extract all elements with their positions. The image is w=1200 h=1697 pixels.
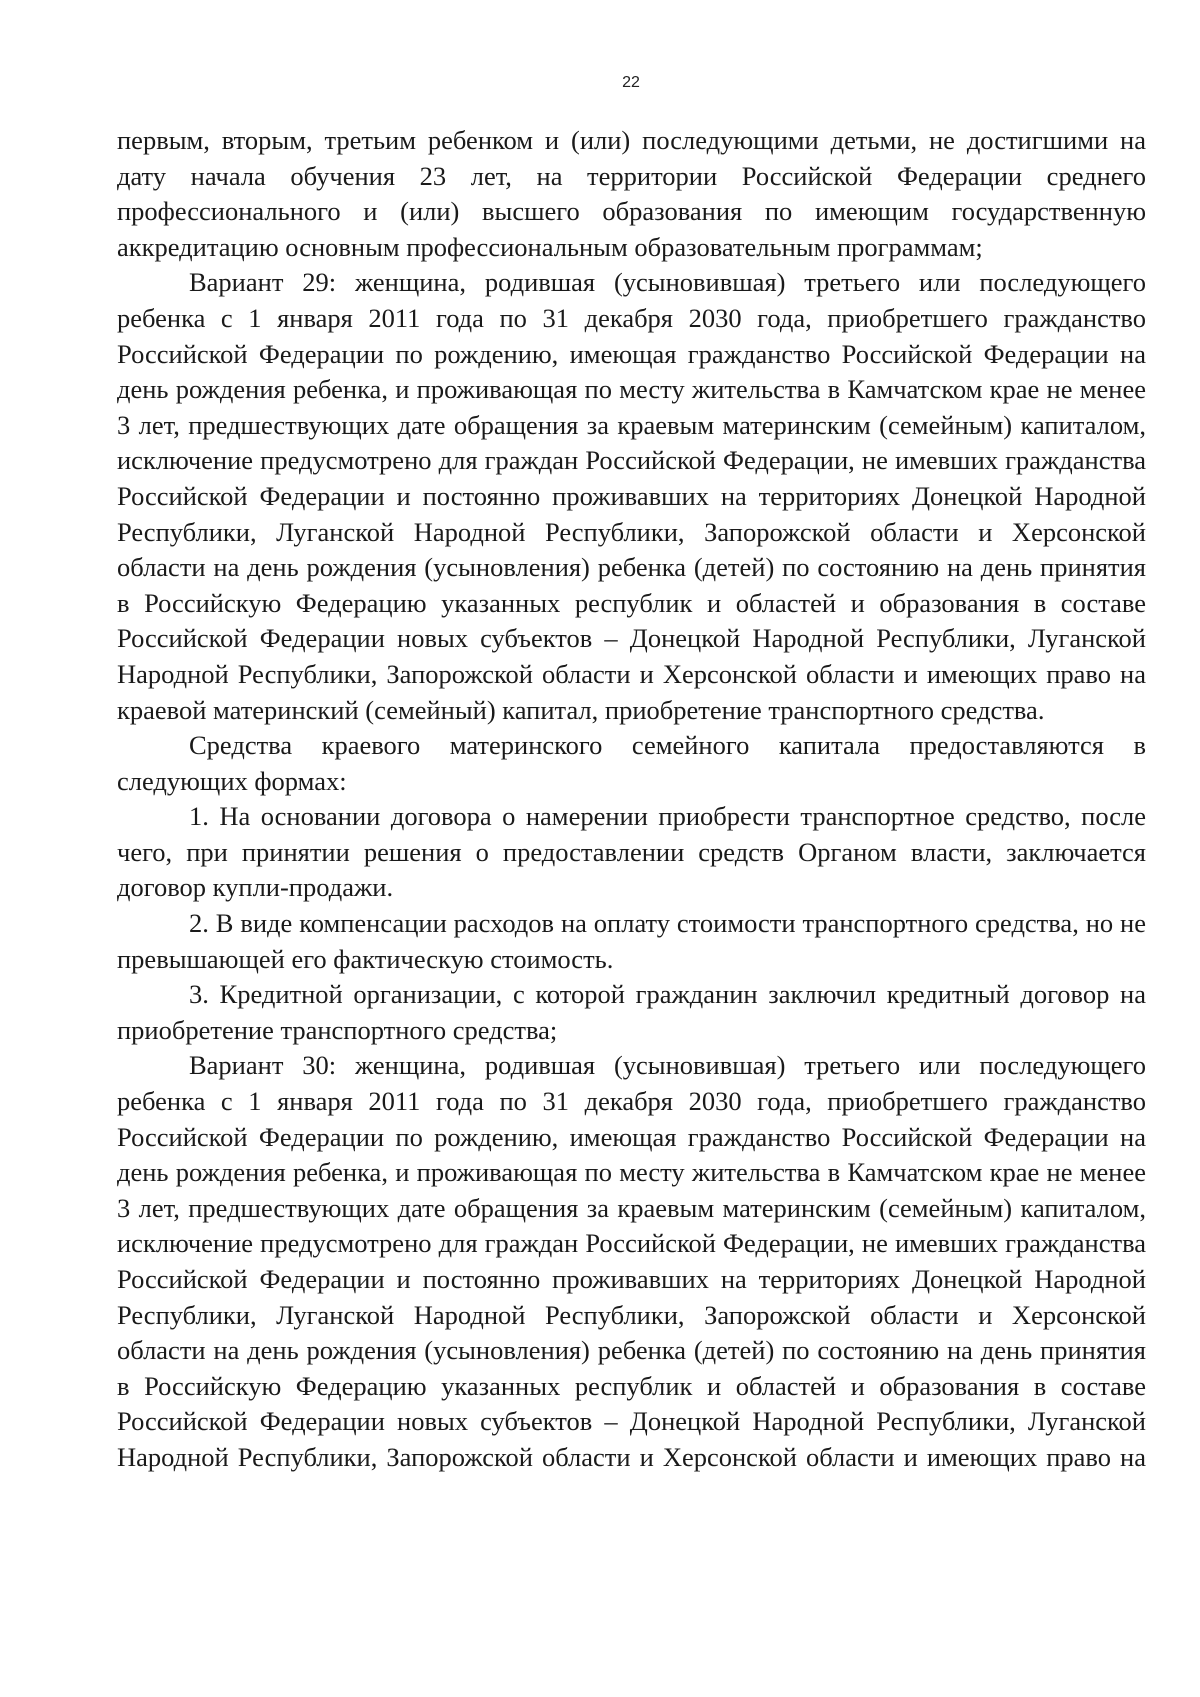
paragraph-variant-29: Вариант 29: женщина, родившая (усыновившая) третьего или последующего ребенка с 1 января 2011 года по 31 декабря 2030 года, приобретшего гражданство Российской Федерации по рождению, имеющая гражданство Российской Федерации на день рождения ребенка, и проживающая по месту жительства в Камчатском крае не менее 3 лет, предшествующих дате обращения за краевым материнским (семейным) капиталом, исключение предусмотрено для граждан Российской Федерации, не имевших гражданства Российской Федерации и постоянно проживавших на территориях Донецкой Народной Республики, Луганской Народной Республики, Запорожской области и Херсонской области на день рождения (усыновления) ребенка (детей) по состоянию на день принятия в Российскую Федерацию указанных республик и областей и образования в составе Российской Федерации новых субъектов – Донецкой Народной Республики, Луганской Народной Республики, Запорожской области и Херсонской области и имеющих право на краевой материнский (семейный) капитал, приобретение транспортного средства.	[117, 267, 1146, 725]
paragraph-form-3: 3. Кредитной организации, с которой гражданин заключил кредитный договор на приобретение транспортного средства;	[117, 979, 1146, 1045]
page-number: 22	[622, 74, 640, 91]
paragraph-form-2: 2. В виде компенсации расходов на оплату стоимости транспортного средства, но не превышающей его фактическую стоимость.	[117, 908, 1146, 974]
document-body	[117, 123, 1146, 1476]
paragraph-form-1: 1. На основании договора о намерении приобрести транспортное средство, после чего, при принятии решения о предоставлении средств Органом власти, заключается договор купли-продажи.	[117, 801, 1146, 903]
paragraph-continuation: первым, вторым, третьим ребенком и (или) последующими детьми, не достигшими на дату начала обучения 23 лет, на территории Российской Федерации среднего профессионального и (или) высшего образования по имеющим государственную аккредитацию основным профессиональным образовательным программам;	[117, 125, 1146, 262]
paragraph-variant-30: Вариант 30: женщина, родившая (усыновившая) третьего или последующего ребенка с 1 января 2011 года по 31 декабря 2030 года, приобретшего гражданство Российской Федерации по рождению, имеющая гражданство Российской Федерации на день рождения ребенка, и проживающая по месту жительства в Камчатском крае не менее 3 лет, предшествующих дате обращения за краевым материнским (семейным) капиталом, исключение предусмотрено для граждан Российской Федерации, не имевших гражданства Российской Федерации и постоянно проживавших на территориях Донецкой Народной Республики, Луганской Народной Республики, Запорожской области и Херсонской области на день рождения (усыновления) ребенка (детей) по состоянию на день принятия в Российскую Федерацию указанных республик и областей и образования в составе Российской Федерации новых субъектов – Донецкой Народной Республики, Луганской Народной Республики, Запорожской области и Херсонской области и имеющих право на	[117, 1050, 1146, 1472]
paragraph-forms-intro: Средства краевого материнского семейного капитала предоставляются в следующих формах:	[117, 730, 1146, 796]
